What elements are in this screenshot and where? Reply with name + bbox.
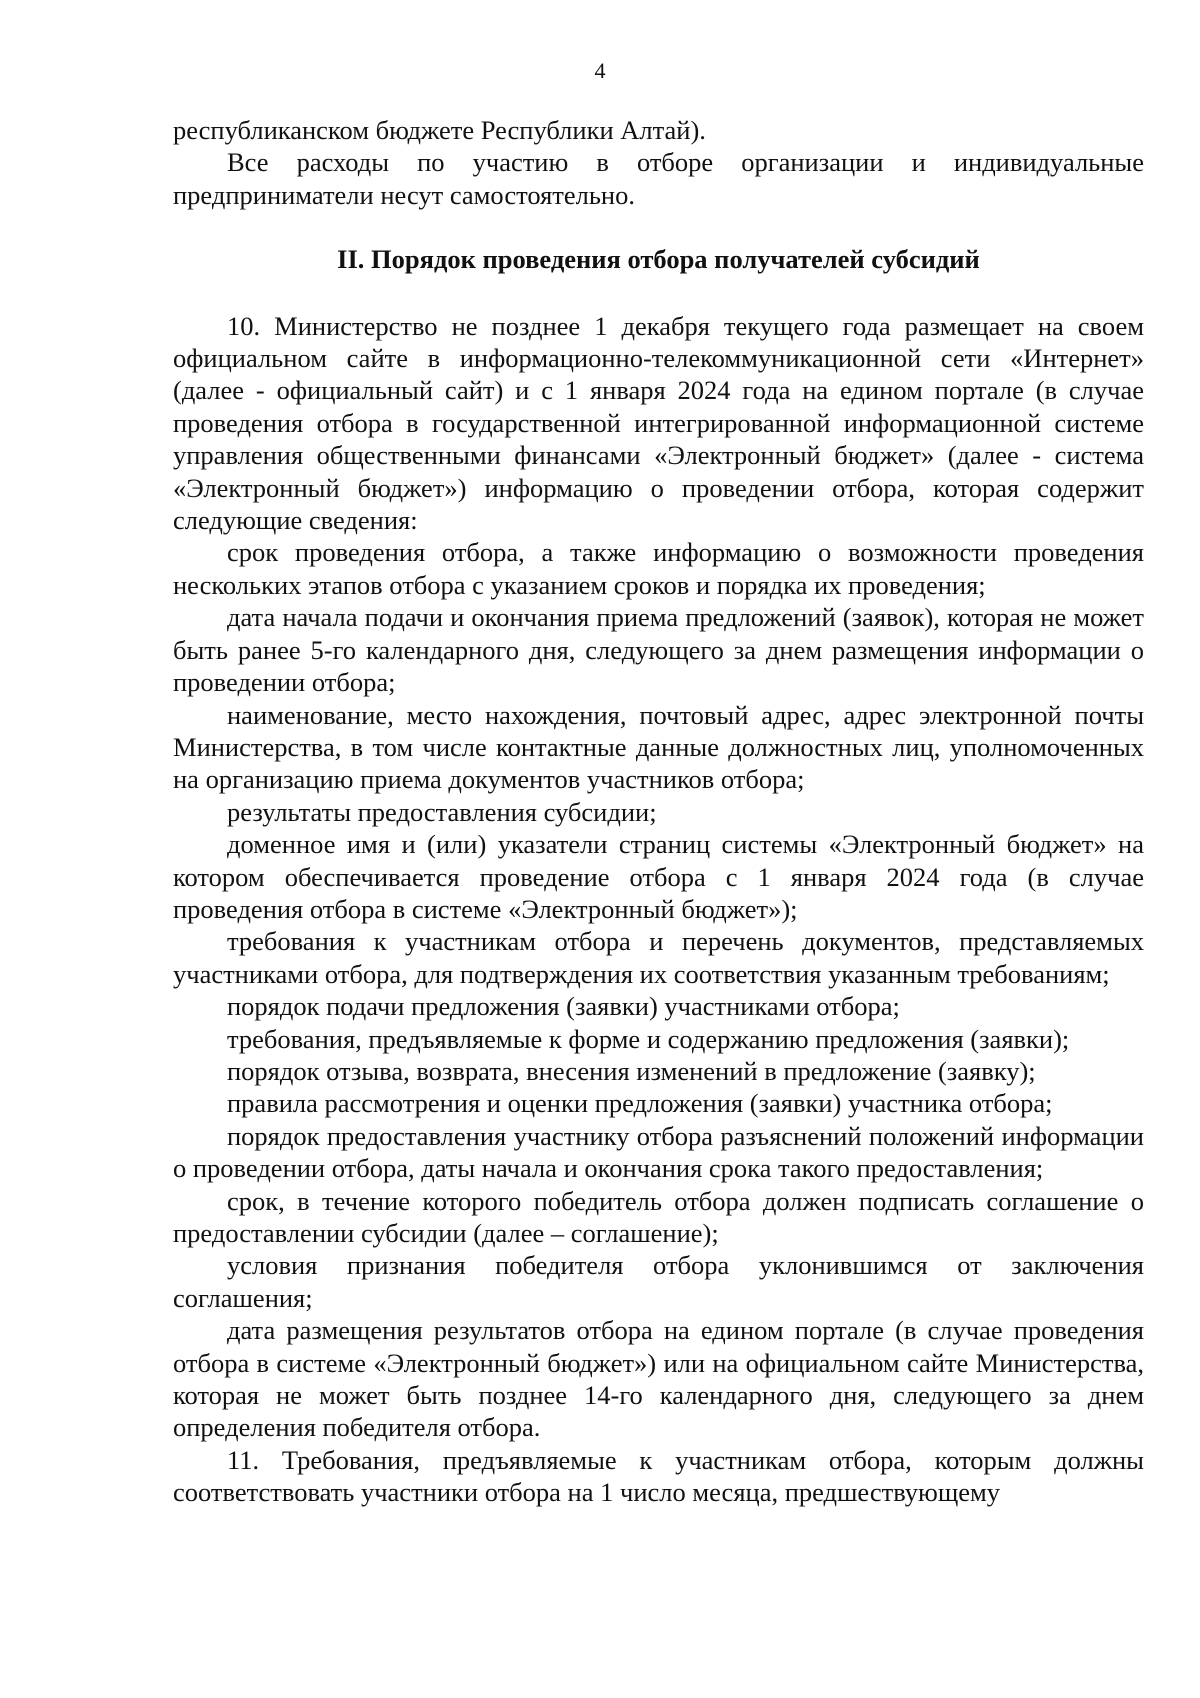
section-heading: II. Порядок проведения отбора получателей субсидий	[337, 244, 980, 275]
paragraph: результаты предоставления субсидии;	[227, 796, 657, 827]
paragraph: дата начала подачи и окончания приема предложений (заявок), которая не может быть ранее 5-го календарного дня, следующего за днем размещения информации о проведении отбора;	[173, 602, 1144, 698]
paragraphs-after-heading	[173, 310, 1144, 1509]
paragraph: порядок подачи предложения (заявки) участниками отбора;	[227, 991, 900, 1022]
paragraph: порядок предоставления участнику отбора разъяснений положений информации о проведении отбора, даты начала и окончания срока такого предоставления;	[173, 1120, 1144, 1184]
paragraph: республиканском бюджете Республики Алтай).	[173, 115, 706, 145]
page-number: 4	[594, 58, 606, 83]
paragraph: порядок отзыва, возврата, внесения изменений в предложение (заявку);	[227, 1055, 1036, 1086]
paragraph: дата размещения результатов отбора на едином портале (в случае проведения отбора в системе «Электронный бюджет») или на официальном сайте Министерства, которая не может быть позднее 14-го календарного дня, следующего за днем определения победителя отбора.	[173, 1315, 1144, 1443]
paragraph: правила рассмотрения и оценки предложения (заявки) участника отбора;	[227, 1088, 1053, 1119]
paragraph: наименование, место нахождения, почтовый адрес, адрес электронной почты Министерства, в том числе контактные данные должностных лиц, уполномоченных на организацию приема документов участников отбора;	[173, 699, 1144, 795]
paragraph: требования, предъявляемые к форме и содержанию предложения (заявки);	[227, 1023, 1070, 1054]
paragraph: срок проведения отбора, а также информацию о возможности проведения нескольких этапов отбора с указанием сроков и порядка их проведения;	[173, 537, 1144, 600]
paragraph: требования к участникам отбора и перечень документов, представляемых участниками отбора, для подтверждения их соответствия указанным требованиям;	[173, 926, 1144, 989]
paragraph: срок, в течение которого победитель отбора должен подписать соглашение о предоставлении субсидии (далее – соглашение);	[173, 1185, 1144, 1248]
paragraph: Все расходы по участию в отборе организации и индивидуальные предприниматели несут самостоятельно.	[173, 147, 1144, 210]
paragraphs-before-heading	[173, 114, 1144, 211]
paragraph: доменное имя и (или) указатели страниц системы «Электронный бюджет» на котором обеспечивается проведение отбора с 1 января 2024 года (в случае проведения отбора в системе «Электронный бюджет»);	[173, 829, 1144, 924]
paragraph: 10. Министерство не позднее 1 декабря текущего года размещает на своем официальном сайте в информационно-телекоммуникационной сети «Интернет» (далее - официальный сайт) и с 1 января 2024 года на едином портале (в случае проведения отбора в государственной интегрированной информационной системе управления общественными финансами «Электронный бюджет» (далее - система «Электронный бюджет») информацию о проведении отбора, которая содержит следующие сведения:	[173, 310, 1144, 536]
paragraph: условия признания победителя отбора уклонившимся от заключения соглашения;	[173, 1250, 1144, 1313]
paragraph: 11. Требования, предъявляемые к участникам отбора, которым должны соответствовать участники отбора на 1 число месяца, предшествующему	[173, 1444, 1144, 1508]
document-body	[173, 114, 1144, 1509]
